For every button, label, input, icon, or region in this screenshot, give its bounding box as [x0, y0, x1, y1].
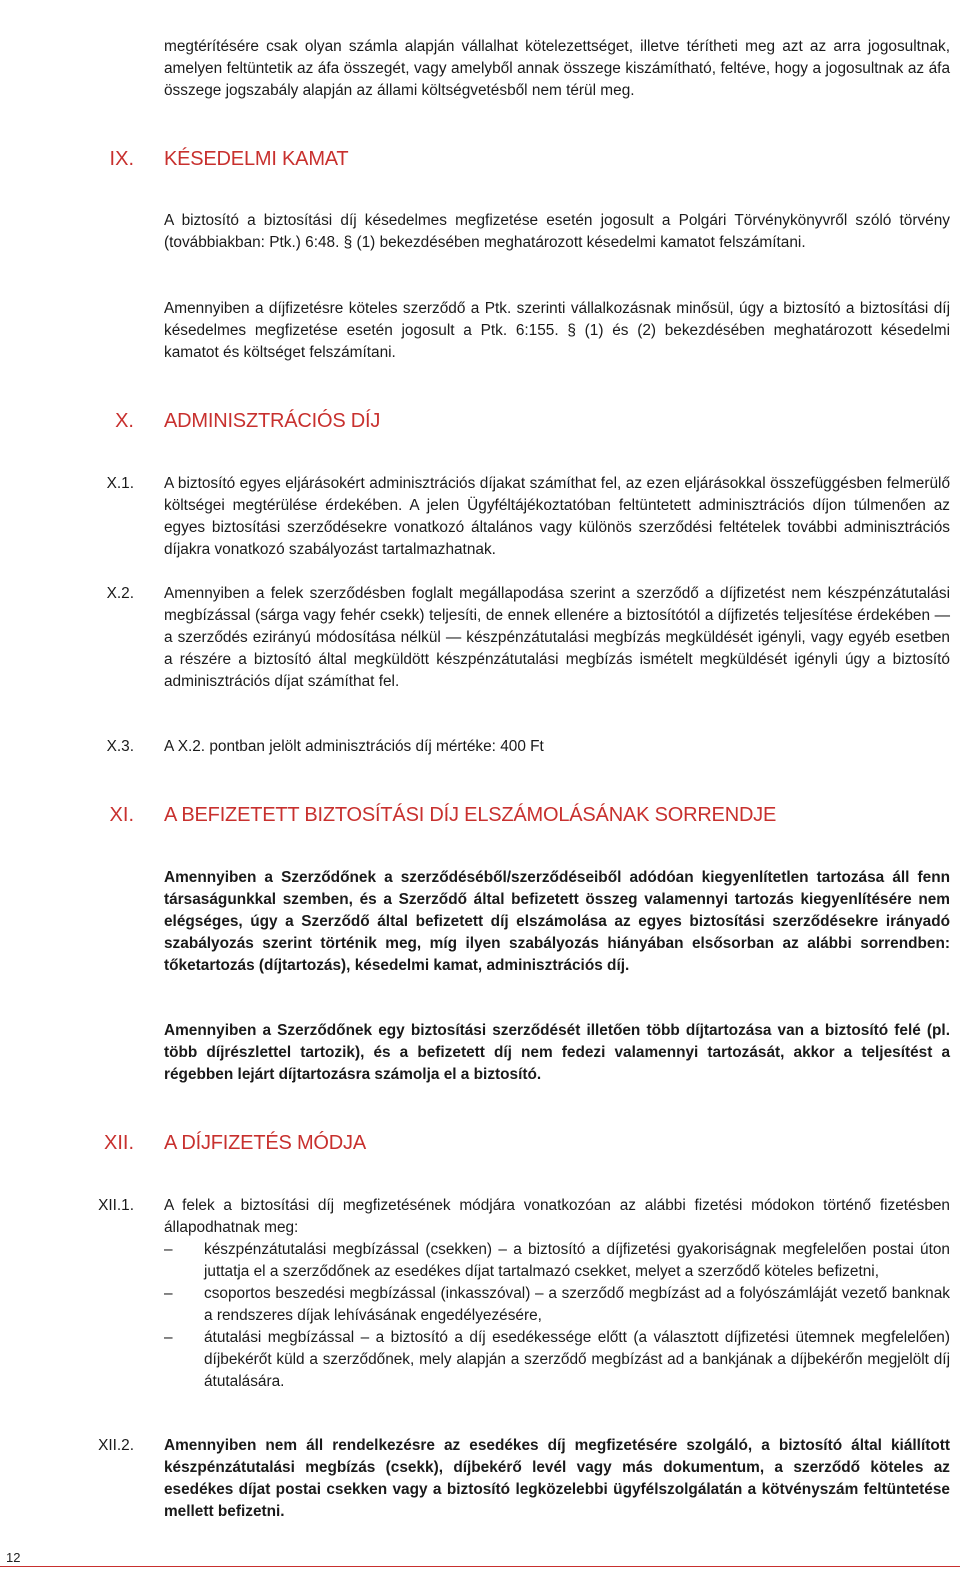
item-x1-number: X.1.	[106, 475, 134, 492]
section-x-number: X.	[115, 410, 134, 432]
list-item-text: csoportos beszedési megbízással (inkasszóval) – a szerződő megbízást ad a folyószámláját vezető banknak a rendszeres díjak lehívásának engedélyezésére,	[204, 1285, 950, 1324]
item-xii2-number: XII.2.	[98, 1437, 134, 1454]
page-number: 12	[6, 1550, 21, 1565]
footer-divider	[0, 1566, 960, 1567]
section-xii-title: A DÍJFIZETÉS MÓDJA	[164, 1132, 366, 1154]
intro-paragraph: megtérítésére csak olyan számla alapján vállalhat kötelezettséget, illetve térítheti meg azt az arra jogosultnak, amelyen feltüntetik az áfa összegét, vagy amelyből annak összege kiszámítható, feltéve, hogy a jogosultnak az áfa összege jogszabály alapján az állami költségvetésből nem térül meg.	[164, 38, 950, 99]
item-x1-text: A biztosító egyes eljárásokért adminisztrációs díjakat számíthat fel, az ezen eljárásokkal összefüggésben felmerülő költségei megtérülése érdekében. A jelen Ügyféltájékoztatóban feltüntetett adminisztrációs díjon túlmenően az egyes biztosítási szerződésekre vonatkozó általános vagy különös szerződési feltételek további adminisztrációs díjakra vonatkozó szabályozást tartalmazhatnak.	[164, 475, 950, 558]
list-item	[164, 1327, 950, 1393]
item-x3-text: A X.2. pontban jelölt adminisztrációs díj mértéke: 400 Ft	[164, 738, 544, 755]
section-xi-paragraph-1: Amennyiben a Szerződőnek a szerződéséből/szerződéseiből adódóan kiegyenlítetlen tartozása áll fenn társaságunkkal szemben, és a Szerződő által befizetett összeg valamennyi tartozás kiegyenlítésére nem elégséges, úgy a Szerződő által befizetett díj elszámolása az egyes biztosítási szerződésekre irányadó szabályozás szerint történik meg, míg ilyen szabályozás hiányában elsősorban az alábbi sorrendben: tőketartozás (díjtartozás), késedelmi kamat, adminisztrációs díj.	[164, 869, 950, 974]
section-ix-number: IX.	[109, 148, 134, 170]
payment-methods-list	[164, 1239, 950, 1393]
list-item	[164, 1283, 950, 1327]
section-xii-number: XII.	[103, 1132, 134, 1154]
dash-bullet: –	[164, 1241, 173, 1258]
item-xii1-number: XII.1.	[98, 1197, 134, 1214]
item-x2-text: Amennyiben a felek szerződésben foglalt megállapodása szerint a szerződő a díjfizetést nem készpénzátutalási megbízással (sárga vagy fehér csekk) teljesíti, de ennek ellenére a biztosítótól a díjfizetés teljesítése érdekében — a szerződés ezirányú módosítása nélkül — készpénzátutalási megbízás megküldését igényli, vagy egyéb esetben a részére a biztosító által megküldött készpénzátutalási megbízás ismételt megküldését igényli úgy a biztosító adminisztrációs díjat számíthat fel.	[164, 585, 950, 690]
item-xii1-text: A felek a biztosítási díj megfizetésének módjára vonatkozóan az alábbi fizetési módokon történő fizetésben állapodhatnak meg:	[164, 1197, 950, 1236]
section-xi-number: XI.	[109, 804, 134, 826]
section-ix-title: KÉSEDELMI KAMAT	[164, 148, 349, 170]
item-x3-number: X.3.	[106, 738, 134, 755]
section-xi-paragraph-2: Amennyiben a Szerződőnek egy biztosítási szerződését illetően több díjtartozása van a biztosító felé (pl. több díjrészlettel tartozik), és a befizetett díj nem fedezi valamennyi tartozását, akkor a teljesítést a régebben lejárt díjtartozásra számolja el a biztosító.	[164, 1022, 950, 1083]
section-x-title: ADMINISZTRÁCIÓS DÍJ	[164, 410, 381, 432]
section-xi-title: A BEFIZETETT BIZTOSÍTÁSI DÍJ ELSZÁMOLÁSÁNAK SORRENDJE	[164, 804, 777, 826]
list-item-text: készpénzátutalási megbízással (csekken) – a biztosító a díjfizetési gyakoriságnak megfelelően postai úton juttatja el a szerződőnek az esedékes díjat tartalmazó csekket, melyet a szerződő köteles befizetni,	[204, 1241, 950, 1280]
section-ix-paragraph-2: Amennyiben a díjfizetésre köteles szerződő a Ptk. szerinti vállalkozásnak minősül, úgy a biztosító a biztosítási díj késedelmes megfizetése esetén jogosult a Ptk. 6:155. § (1) és (2) bekezdésében meghatározott késedelmi kamatot és költséget felszámítani.	[164, 300, 950, 361]
section-ix-paragraph-1: A biztosító a biztosítási díj késedelmes megfizetése esetén jogosult a Polgári Törvénykönyvről szóló törvény (továbbiakban: Ptk.) 6:48. § (1) bekezdésében meghatározott késedelmi kamatot felszámítani.	[164, 212, 950, 251]
item-xii2-text: Amennyiben nem áll rendelkezésre az esedékes díj megfizetésére szolgáló, a biztosító által kiállított készpénzátutalási megbízás (csekk), díjbekérő levél vagy más dokumentum, a szerződő köteles az esedékes díjat postai csekken vagy a biztosító legközelebbi ügyfélszolgálatán a kötvényszám feltüntetése mellett befizetni.	[164, 1437, 950, 1520]
list-item	[164, 1239, 950, 1283]
dash-bullet: –	[164, 1329, 173, 1346]
list-item-text: átutalási megbízással – a biztosító a díj esedékessége előtt (a választott díjfizetési ütemnek megfelelően) díjbekérőt küld a szerződőnek, mely alapján a szerződő megbízást ad a bankjának a díjbekérőn megjelölt díj átutalására.	[204, 1329, 950, 1390]
dash-bullet: –	[164, 1285, 173, 1302]
item-x2-number: X.2.	[106, 585, 134, 602]
